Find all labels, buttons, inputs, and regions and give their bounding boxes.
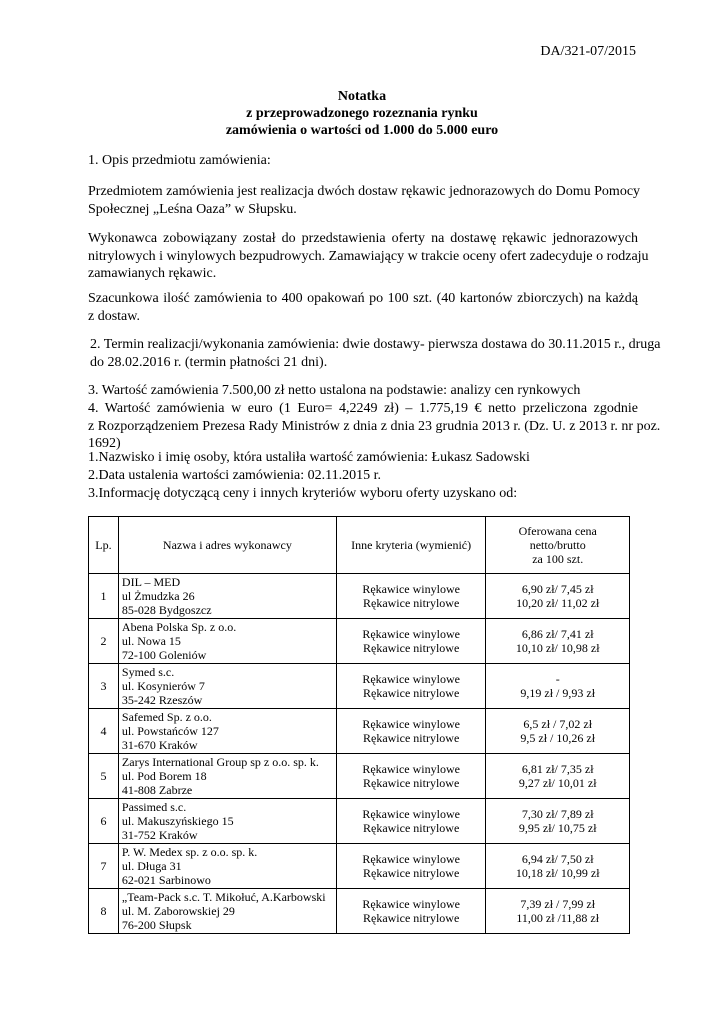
criteria-nitrile: Rękawice nitrylowe (362, 866, 460, 880)
cell-price (486, 619, 630, 664)
paragraph-line: 4. Wartość zamówienia w euro (1 Euro= 4,2249 zł) – 1.775,19 € netto przeliczona zgodnie (88, 401, 638, 416)
vendor-city: 76-200 Słupsk (121, 918, 192, 932)
vendor-name: Abena Polska Sp. z o.o. (121, 620, 237, 634)
cell-criteria (336, 664, 486, 709)
cell-vendor (118, 844, 336, 889)
price-vinyl: 6,94 zł/ 7,50 zł (521, 852, 594, 866)
header-price-line: za 100 szt. (532, 552, 584, 566)
paragraph-line: 1692) (88, 436, 121, 451)
price-nitrile: 9,95 zł/ 10,75 zł (518, 821, 597, 835)
title-line-2: z przeprowadzonego rozeznania rynku (246, 106, 478, 121)
price-vinyl: 6,5 zł / 7,02 zł (523, 717, 593, 731)
header-vendor: Nazwa i adres wykonawcy (118, 517, 336, 574)
vendor-street: ul Żmudzka 26 (121, 589, 195, 603)
cell-vendor (118, 799, 336, 844)
section-1-heading: 1. Opis przedmiotu zamówienia: (88, 153, 271, 168)
cell-price (486, 574, 630, 619)
cell-price (486, 754, 630, 799)
vendor-name: Safemed Sp. z o.o. (121, 710, 212, 724)
cell-price (486, 664, 630, 709)
cell-lp: 5 (89, 754, 119, 799)
paragraph-line: do 28.02.2016 r. (termin płatności 21 dni). (90, 354, 328, 370)
criteria-vinyl: Rękawice winylowe (362, 807, 460, 821)
cell-lp: 3 (89, 664, 119, 709)
vendor-city: 31-752 Kraków (121, 828, 198, 842)
vendor-street: ul. Pod Borem 18 (121, 769, 207, 783)
cell-vendor (118, 574, 336, 619)
cell-lp: 6 (89, 799, 119, 844)
vendor-name: P. W. Medex sp. z o.o. sp. k. (121, 845, 258, 859)
criteria-vinyl: Rękawice winylowe (362, 852, 460, 866)
cell-criteria (336, 889, 486, 934)
cell-criteria (336, 754, 486, 799)
document-title (0, 88, 724, 139)
table-row (89, 619, 630, 664)
document-number: DA/321-07/2015 (540, 44, 636, 59)
price-nitrile: 9,19 zł / 9,93 zł (520, 686, 596, 700)
paragraph-line: Szacunkowa ilość zamówienia to 400 opakowań po 100 szt. (40 kartonów zbiorczych) na każdą (88, 291, 638, 306)
vendor-city: 72-100 Goleniów (121, 648, 207, 662)
price-vinyl: 6,86 zł/ 7,41 zł (521, 627, 594, 641)
criteria-nitrile: Rękawice nitrylowe (362, 731, 460, 745)
offers-table (88, 516, 630, 934)
title-line-1: Notatka (337, 89, 387, 104)
paragraph-line: Wykonawca zobowiązany został do przedstawienia oferty na dostawę rękawic jednorazowych (88, 231, 638, 246)
cell-criteria (336, 574, 486, 619)
paragraph-line: 2. Termin realizacji/wykonania zamówienia: dwie dostawy- pierwsza dostawa do 30.11.2015 r., druga (90, 337, 661, 352)
cell-price (486, 799, 630, 844)
cell-price (486, 709, 630, 754)
price-vinyl: - (555, 672, 560, 686)
vendor-street: ul. Powstańców 127 (121, 724, 219, 738)
vendor-city: 62-021 Sarbinowo (121, 873, 211, 887)
cell-criteria (336, 799, 486, 844)
section-4-euro-value (88, 400, 661, 453)
table-row (89, 664, 630, 709)
vendor-street: ul. M. Zaborowskiej 29 (121, 904, 235, 918)
criteria-vinyl: Rękawice winylowe (362, 897, 460, 911)
table-row (89, 709, 630, 754)
header-price (486, 517, 630, 574)
criteria-vinyl: Rękawice winylowe (362, 582, 460, 596)
cell-price (486, 844, 630, 889)
cell-vendor (118, 889, 336, 934)
vendor-street: ul. Nowa 15 (121, 634, 181, 648)
cell-vendor (118, 754, 336, 799)
table-row (89, 574, 630, 619)
vendor-street: ul. Długa 31 (121, 859, 182, 873)
cell-vendor (118, 709, 336, 754)
vendor-city: 41-808 Zabrze (121, 783, 193, 797)
cell-criteria (336, 709, 486, 754)
cell-lp: 4 (89, 709, 119, 754)
info-date: 2.Data ustalenia wartości zamówienia: 02.11.2015 r. (88, 468, 382, 483)
header-price-line: netto/brutto (529, 538, 586, 552)
criteria-nitrile: Rękawice nitrylowe (362, 821, 460, 835)
criteria-nitrile: Rękawice nitrylowe (362, 911, 460, 925)
cell-price (486, 889, 630, 934)
criteria-nitrile: Rękawice nitrylowe (362, 776, 460, 790)
criteria-vinyl: Rękawice winylowe (362, 672, 460, 686)
vendor-street: ul. Kosynierów 7 (121, 679, 205, 693)
section-2-delivery-terms (90, 336, 661, 371)
section-1-paragraph-3 (88, 290, 638, 325)
title-line-3: zamówienia o wartości od 1.000 do 5.000 euro (225, 123, 499, 138)
price-nitrile: 11,00 zł /11,88 zł (516, 911, 600, 925)
cell-lp: 2 (89, 619, 119, 664)
table-row (89, 799, 630, 844)
table-header-row (89, 517, 630, 574)
cell-vendor (118, 664, 336, 709)
header-price-line: Oferowana cena (518, 524, 597, 538)
section-1-paragraph-1 (88, 183, 641, 218)
cell-vendor (118, 619, 336, 664)
cell-lp: 7 (89, 844, 119, 889)
price-nitrile: 10,18 zł/ 10,99 zł (515, 866, 600, 880)
cell-lp: 1 (89, 574, 119, 619)
cell-criteria (336, 844, 486, 889)
criteria-vinyl: Rękawice winylowe (362, 717, 460, 731)
info-source: 3.Informację dotyczącą ceny i innych kryteriów wyboru oferty uzyskano od: (88, 486, 518, 501)
price-vinyl: 7,30 zł/ 7,89 zł (521, 807, 594, 821)
vendor-name: Zarys International Group sp z o.o. sp. k. (121, 755, 319, 769)
paragraph-line: Przedmiotem zamówienia jest realizacja dwóch dostaw rękawic jednorazowych do Domu Pomocy (88, 184, 641, 199)
header-criteria: Inne kryteria (wymienić) (336, 517, 486, 574)
info-person: 1.Nazwisko i imię osoby, która ustaliła wartość zamówienia: Łukasz Sadowski (88, 450, 530, 465)
vendor-name: „Team-Pack s.c. T. Mikołuć, A.Karbowski (121, 890, 326, 904)
table-row (89, 844, 630, 889)
vendor-city: 85-028 Bydgoszcz (121, 603, 212, 617)
price-nitrile: 9,27 zł/ 10,01 zł (518, 776, 597, 790)
vendor-city: 31-670 Kraków (121, 738, 198, 752)
table-row (89, 754, 630, 799)
paragraph-line: z dostaw. (88, 308, 140, 324)
criteria-nitrile: Rękawice nitrylowe (362, 596, 460, 610)
cell-criteria (336, 619, 486, 664)
criteria-nitrile: Rękawice nitrylowe (362, 686, 460, 700)
criteria-vinyl: Rękawice winylowe (362, 627, 460, 641)
paragraph-line: nitrylowych i winylowych bezpudrowych. Zamawiający w trakcie oceny ofert zadecyduje o rodzaju (88, 248, 649, 264)
vendor-name: DIL – MED (121, 575, 181, 589)
vendor-name: Symed s.c. (121, 665, 175, 679)
section-3-order-value: 3. Wartość zamówienia 7.500,00 zł netto ustalona na podstawie: analizy cen rynkowych (88, 383, 581, 398)
price-nitrile: 10,10 zł/ 10,98 zł (515, 641, 600, 655)
paragraph-line: Społecznej „Leśna Oaza” w Słupsku. (88, 201, 297, 217)
criteria-nitrile: Rękawice nitrylowe (362, 641, 460, 655)
header-lp: Lp. (89, 517, 119, 574)
vendor-street: ul. Makuszyńskiego 15 (121, 814, 234, 828)
price-vinyl: 7,39 zł / 7,99 zł (520, 897, 596, 911)
vendor-name: Passimed s.c. (121, 800, 187, 814)
price-nitrile: 10,20 zł/ 11,02 zł (516, 596, 600, 610)
paragraph-line: zamawianych rękawic. (88, 266, 217, 281)
paragraph-line: z Rozporządzeniem Prezesa Rady Ministrów z dnia z dnia 23 grudnia 2013 r. (Dz. U. z 2013 r. nr poz. (88, 418, 661, 434)
criteria-vinyl: Rękawice winylowe (362, 762, 460, 776)
vendor-city: 35-242 Rzeszów (121, 693, 203, 707)
cell-lp: 8 (89, 889, 119, 934)
price-vinyl: 6,81 zł/ 7,35 zł (521, 762, 594, 776)
section-1-paragraph-2 (88, 230, 649, 283)
price-vinyl: 6,90 zł/ 7,45 zł (521, 582, 594, 596)
price-nitrile: 9,5 zł / 10,26 zł (520, 731, 596, 745)
table-row (89, 889, 630, 934)
